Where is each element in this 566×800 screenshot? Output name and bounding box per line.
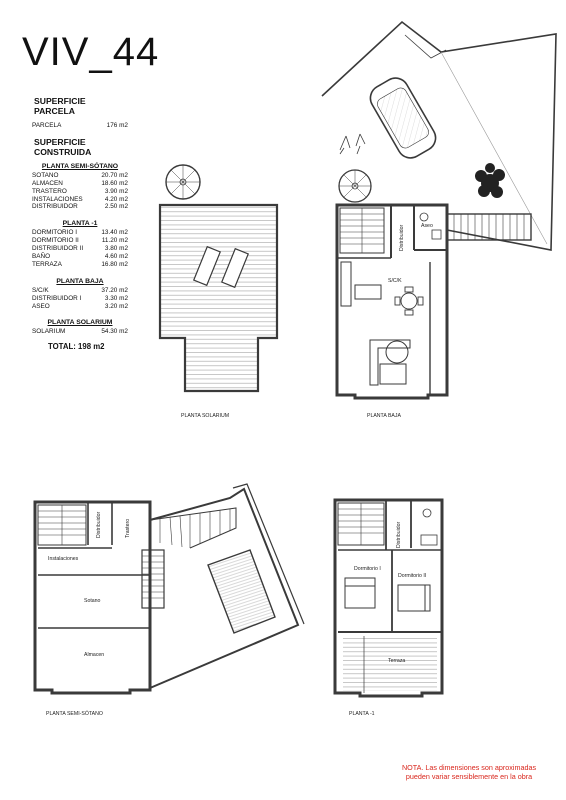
area-label: DISTRIBUIDOR <box>32 203 78 211</box>
sink-icon <box>432 230 441 239</box>
area-value: 37.20 m2 <box>101 286 128 294</box>
area-label: ASEO <box>32 302 50 310</box>
disclaimer-note <box>389 763 549 781</box>
plan-semi-sotano <box>35 484 304 693</box>
area-label: SOTANO <box>32 171 59 179</box>
room-label: Distribuidor <box>96 511 102 538</box>
stair-icon <box>447 214 531 240</box>
solarium-deck <box>160 205 277 391</box>
area-value: 176 m2 <box>106 122 128 129</box>
title: VIV_44 <box>22 30 160 74</box>
room-label: Aseo <box>421 223 433 229</box>
area-label: DISTRIBUIDOR II <box>32 245 84 253</box>
area-label: INSTALACIONES <box>32 195 83 203</box>
sofa-icon <box>370 340 410 385</box>
area-value: 18.60 m2 <box>101 179 128 187</box>
toilet-icon <box>420 213 428 221</box>
area-label: DORMITORIO I <box>32 229 77 237</box>
pool <box>208 550 275 633</box>
room-label: Terraza <box>388 658 406 664</box>
car-icon <box>366 73 441 162</box>
shower-icon <box>421 535 437 545</box>
area-label: DORMITORIO II <box>32 237 79 245</box>
kitchen-island <box>355 285 381 299</box>
kitchen-counter <box>341 262 351 306</box>
plan-baja <box>322 22 556 398</box>
parcela-heading: SUPERFICIE PARCELA <box>34 96 86 116</box>
room-label: S/C/K <box>388 278 402 284</box>
stair-icon <box>338 503 384 545</box>
construida-heading: SUPERFICIE CONSTRUIDA <box>34 136 92 157</box>
room-label: Sotano <box>84 598 101 604</box>
total-area: TOTAL: 198 m2 <box>48 342 105 352</box>
note-line: NOTA. Las dimensiones son aproximadas <box>401 763 537 772</box>
area-label: TRASTERO <box>32 187 67 195</box>
stair-icon <box>150 508 236 548</box>
room-label: Dormitorio I <box>354 566 381 572</box>
stair-icon <box>142 550 164 608</box>
stair-icon <box>340 208 384 253</box>
room-label: Almacen <box>84 652 105 658</box>
area-value: 3.30 m2 <box>104 294 128 302</box>
area-value: 54.30 m2 <box>101 328 128 336</box>
area-value: 3.20 m2 <box>104 302 128 310</box>
area-value: 20.70 m2 <box>101 171 128 179</box>
bed-icon <box>345 578 430 611</box>
area-label: ALMACEN <box>32 179 63 187</box>
spiral-stair-icon <box>166 165 200 199</box>
area-value: 2.50 m2 <box>104 203 128 211</box>
plan-menos1 <box>335 500 442 696</box>
dining-table-icon <box>395 287 423 315</box>
spiral-stair-icon <box>339 170 371 202</box>
caption-menos1: PLANTA -1 <box>349 711 375 717</box>
area-label: PARCELA <box>32 122 62 129</box>
area-value: 3.90 m2 <box>104 187 128 195</box>
area-label: DISTRIBUIDOR I <box>32 294 82 302</box>
room-label: Instalaciones <box>48 556 79 562</box>
room-label: Trastero <box>125 518 131 538</box>
area-value: 4.60 m2 <box>104 252 128 260</box>
caption-semi-sotano: PLANTA SEMI-SÓTANO <box>46 711 103 717</box>
area-value: 3.80 m2 <box>104 245 128 253</box>
terraza-floor <box>343 637 437 691</box>
area-label: SOLARIUM <box>32 328 66 336</box>
caption-solarium: PLANTA SOLARIUM <box>181 413 230 419</box>
plan-solarium <box>160 165 277 391</box>
plant-icon <box>340 134 365 154</box>
area-value: 4.20 m2 <box>104 195 128 203</box>
toilet-icon <box>423 509 431 517</box>
area-value: 11.20 m2 <box>101 237 128 245</box>
room-label: Distribuidor <box>399 224 405 251</box>
caption-baja: PLANTA BAJA <box>367 413 401 419</box>
room-label: Dormitorio II <box>398 573 427 579</box>
planta-menos1-heading: PLANTA -1 <box>62 220 98 228</box>
area-value: 13.40 m2 <box>101 229 128 237</box>
area-label: TERRAZA <box>32 260 62 268</box>
area-value: 16.80 m2 <box>101 260 128 268</box>
solarium-heading: PLANTA SOLARIUM <box>47 319 113 327</box>
note-line: pueden variar sensiblemente en la obra <box>405 772 533 781</box>
area-label: BAÑO <box>32 252 51 260</box>
stair-icon <box>38 505 86 545</box>
planta-baja-heading: PLANTA BAJA <box>56 277 104 285</box>
room-label: Distribuidor <box>396 521 402 548</box>
plot-boundary <box>322 22 556 250</box>
area-label: S/C/K <box>32 286 49 294</box>
tree-icon <box>475 163 505 198</box>
semi-sotano-heading: PLANTA SEMI-SÓTANO <box>41 162 119 170</box>
